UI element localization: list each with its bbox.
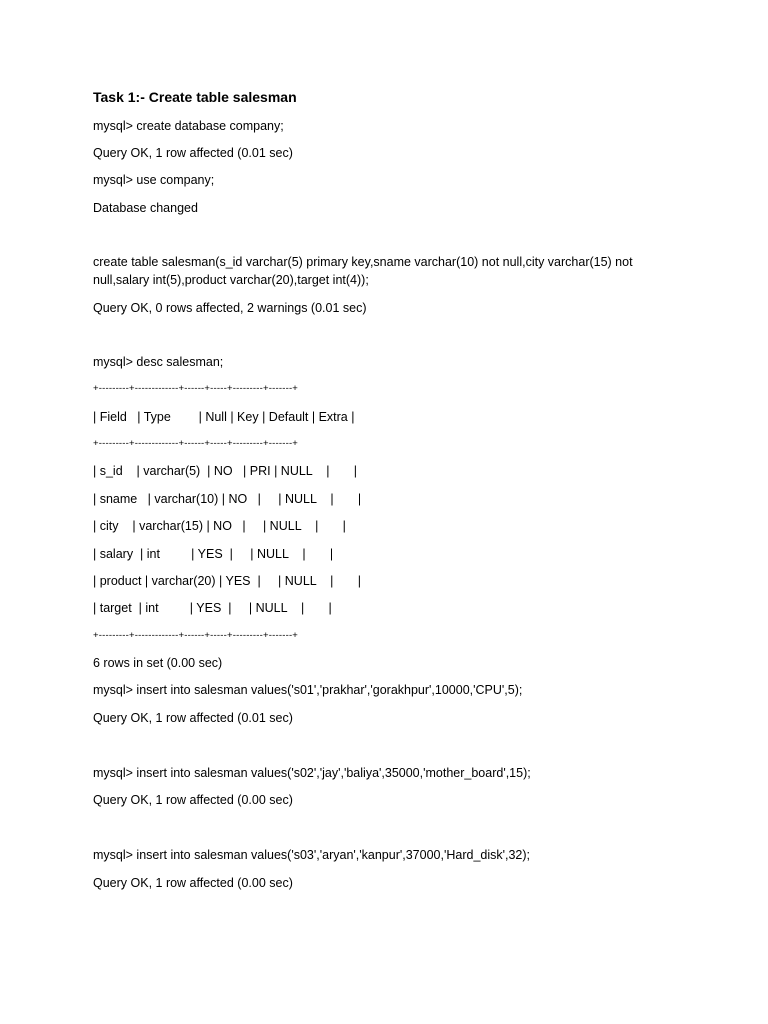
cmd-use-database: mysql> use company; (93, 173, 215, 187)
table-separator-top: +---------+-------------+------+-----+---------+-------+ (93, 383, 299, 394)
cmd-create-database: mysql> create database company; (93, 119, 284, 133)
result-create-database: Query OK, 1 row affected (0.01 sec) (93, 146, 293, 160)
cmd-insert-s01: mysql> insert into salesman values('s01','prakhar','gorakhpur',10000,'CPU',5); (93, 683, 523, 697)
task-title: Task 1:- Create table salesman (93, 89, 297, 105)
result-insert-s02: Query OK, 1 row affected (0.00 sec) (93, 793, 293, 807)
table-row: | target | int | YES | | NULL | | (93, 601, 332, 615)
table-row: | city | varchar(15) | NO | | NULL | | (93, 519, 346, 533)
result-desc-table: 6 rows in set (0.00 sec) (93, 656, 223, 670)
cmd-desc-table: mysql> desc salesman; (93, 355, 224, 369)
result-create-table: Query OK, 0 rows affected, 2 warnings (0.01 sec) (93, 301, 367, 315)
cmd-create-table: create table salesman(s_id varchar(5) primary key,sname varchar(10) not null,city varchar(15) not null,salary int(5),product varchar(20),target int(4)); (93, 255, 633, 287)
table-row: | salary | int | YES | | NULL | | (93, 547, 334, 561)
table-header: | Field | Type | Null | Key | Default | Extra | (93, 410, 355, 424)
cmd-insert-s02: mysql> insert into salesman values('s02','jay','baliya',35000,'mother_board',15); (93, 766, 531, 780)
table-separator-bottom: +---------+-------------+------+-----+---------+-------+ (93, 630, 299, 641)
result-insert-s03: Query OK, 1 row affected (0.00 sec) (93, 876, 293, 890)
table-row: | s_id | varchar(5) | NO | PRI | NULL | | (93, 464, 357, 478)
cmd-insert-s03: mysql> insert into salesman values('s03','aryan','kanpur',37000,'Hard_disk',32); (93, 848, 531, 862)
result-insert-s01: Query OK, 1 row affected (0.01 sec) (93, 711, 293, 725)
table-row: | product | varchar(20) | YES | | NULL | | (93, 574, 361, 588)
table-row: | sname | varchar(10) | NO | | NULL | | (93, 492, 362, 506)
result-use-database: Database changed (93, 201, 198, 215)
table-separator-mid: +---------+-------------+------+-----+---------+-------+ (93, 438, 299, 449)
